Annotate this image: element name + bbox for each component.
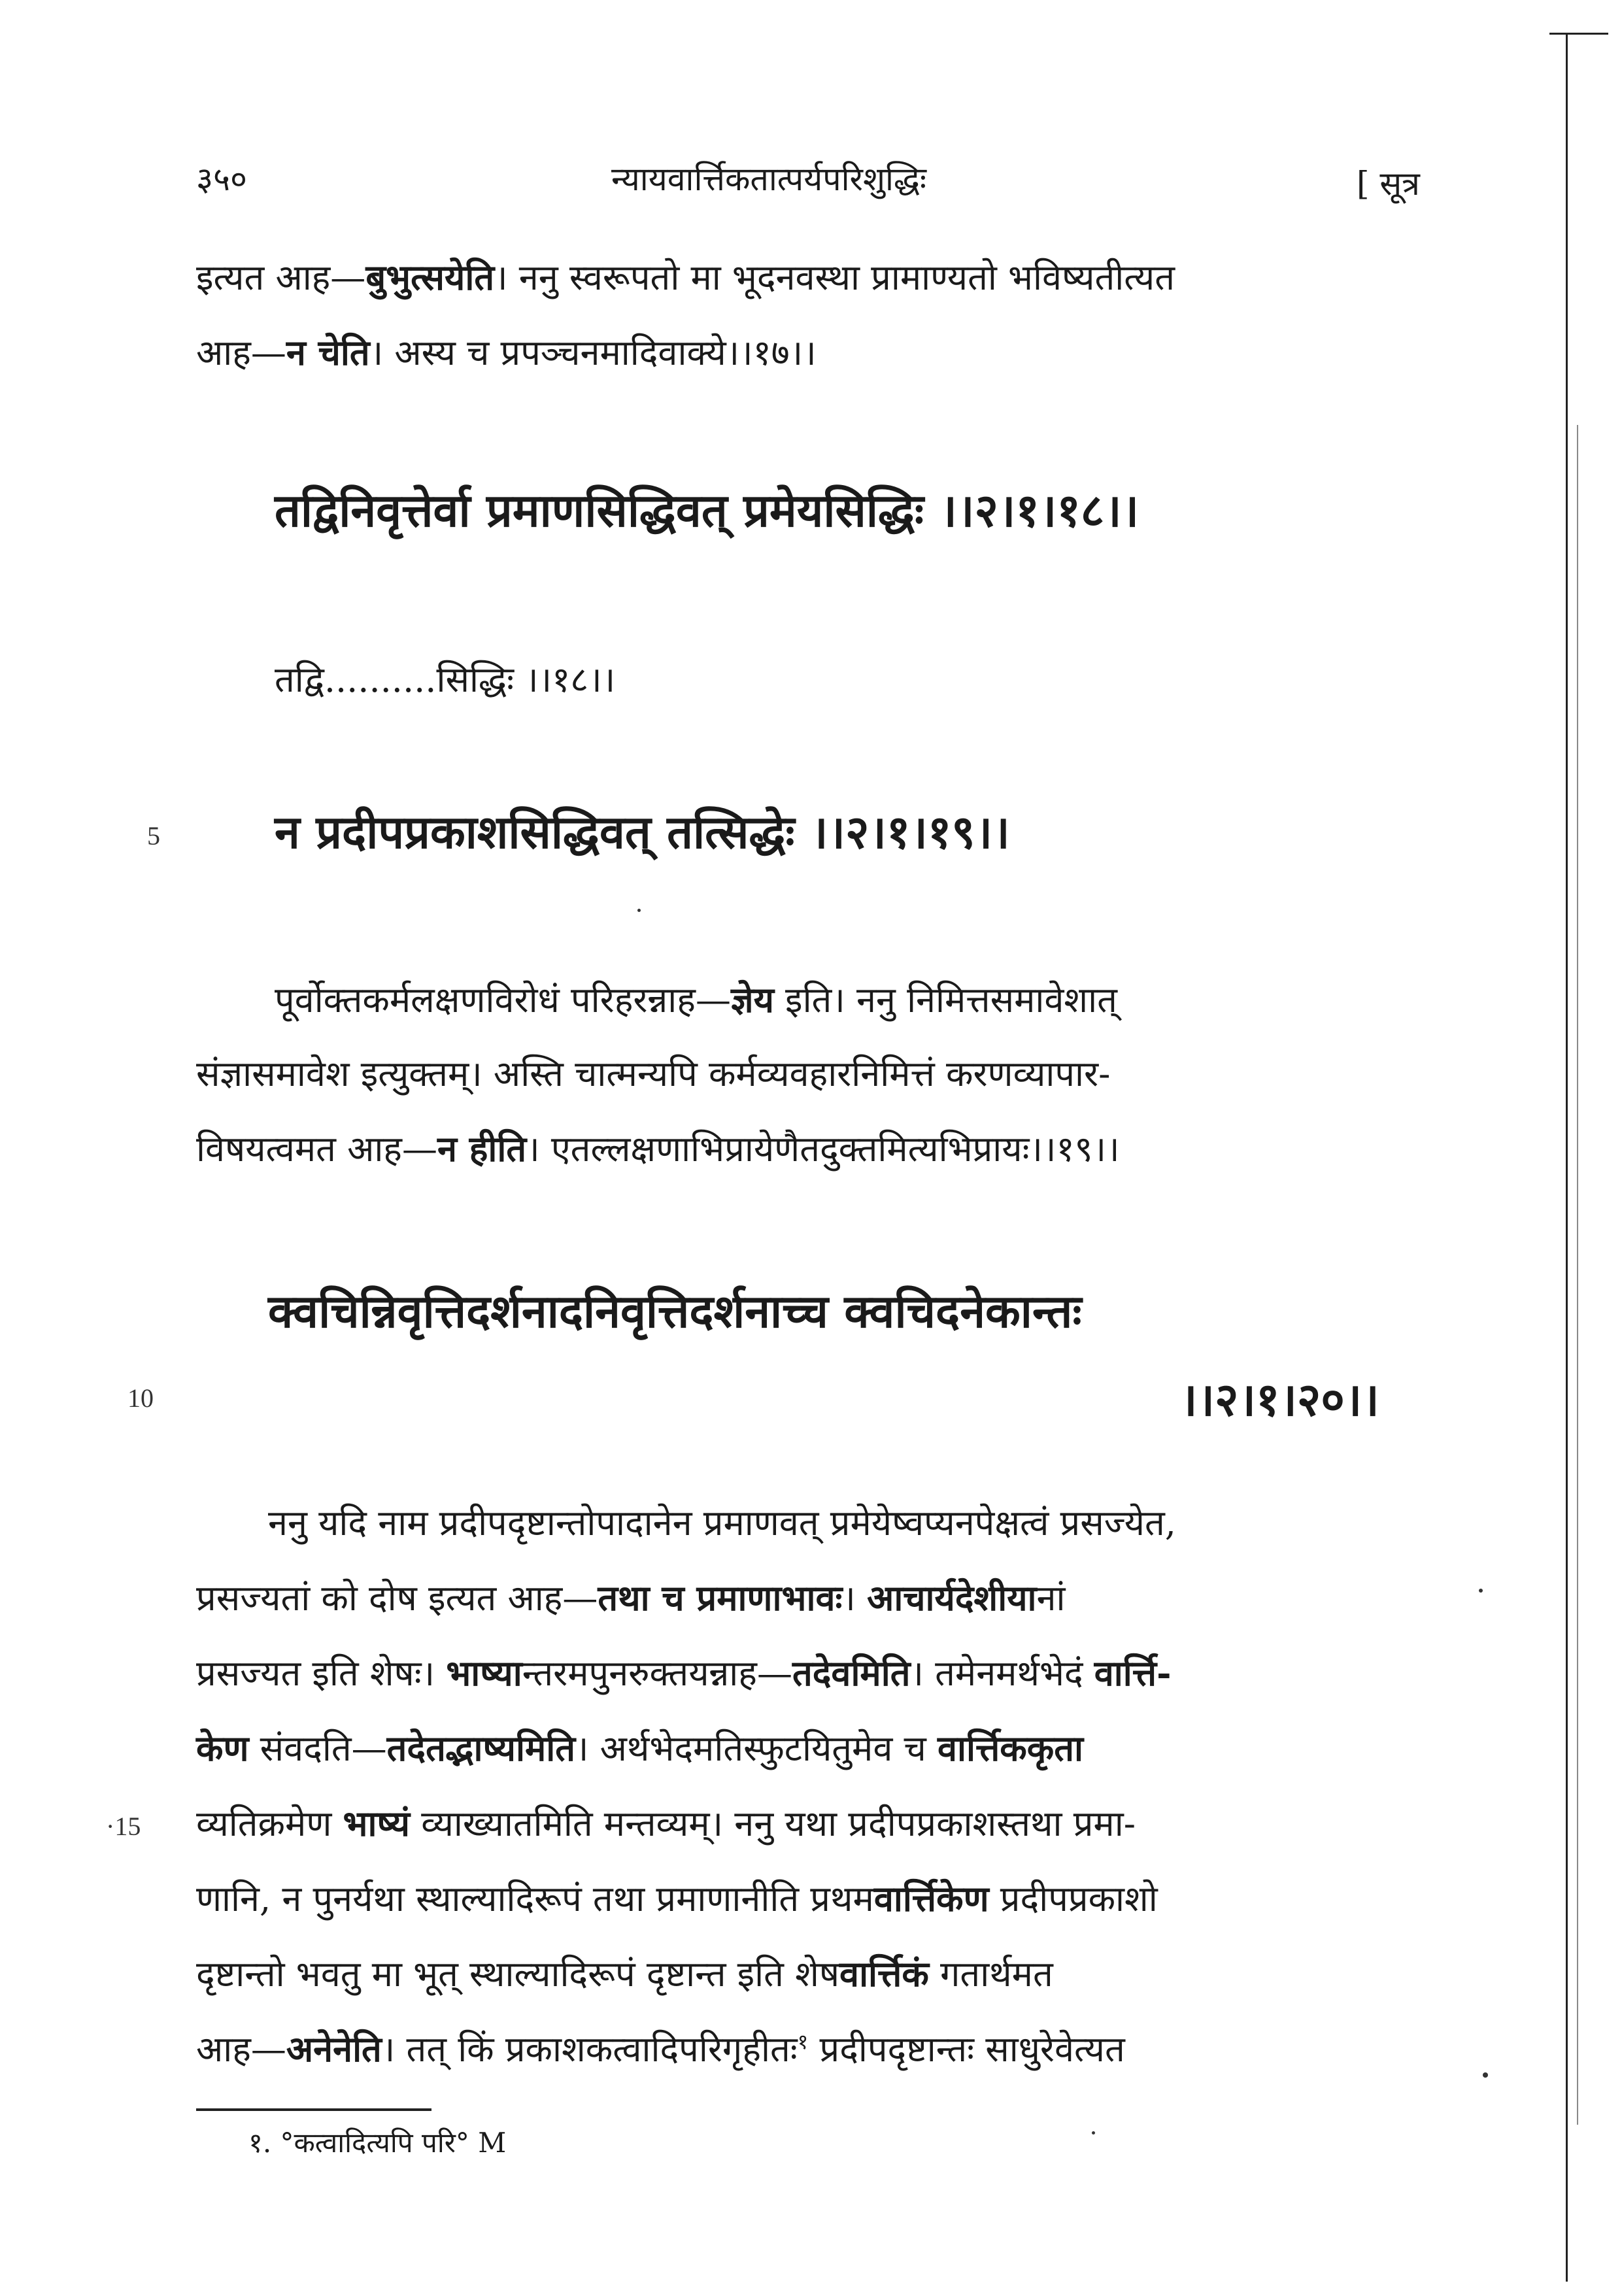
- scan-edge-mark: [1549, 33, 1608, 35]
- scan-speck: [1479, 1589, 1483, 1593]
- footnote: १. °कत्वादित्यपि परि° M: [248, 2127, 507, 2159]
- scan-speck: [1483, 2072, 1488, 2078]
- sutra-20-line2: ।।२।१।२०।।: [1180, 1372, 1379, 1427]
- sutra-19: न प्रदीपप्रकाशसिद्धिवत् तत्सिद्धेः ।।२।१।१९।।: [275, 805, 1010, 859]
- para1-line2: आह—न चेति। अस्य च प्रपञ्चनमादिवाक्ये।।१७।।: [196, 331, 817, 373]
- para20-line8: आह—अनेनेति। तत् किं प्रकाशकत्वादिपरिगृहीतः$^१$ प्रदीपदृष्टान्तः साधुरेवेत्यत: [196, 2028, 1125, 2070]
- para20-line5: व्यतिक्रमेण भाष्यं व्याख्यातमिति मन्तव्यम्। ननु यथा प्रदीपप्रकाशस्तथा प्रमा-: [196, 1802, 1136, 1844]
- sutra-20-line1: क्वचिन्निवृत्तिदर्शनादनिवृत्तिदर्शनाच्च क्वचिदनेकान्तः: [268, 1284, 1082, 1338]
- scan-speck: [1092, 2131, 1095, 2135]
- para19-line2: संज्ञासमावेश इत्युक्तम्। अस्ति चात्मन्यपि कर्मव्यवहारनिमित्तं करणव्यापार-: [196, 1053, 1111, 1094]
- scan-edge-line: [1566, 33, 1568, 2282]
- para1-line1: इत्यत आह—बुभुत्सयेति। ननु स्वरूपतो मा भूदनवस्था प्रामाण्यतो भविष्यतीत्यत: [196, 256, 1175, 298]
- line-number-15: ·15: [106, 1812, 141, 1841]
- para20-line1: ननु यदि नाम प्रदीपदृष्टान्तोपादानेन प्रमाणवत् प्रमेयेष्वप्यनपेक्षत्वं प्रसज्येत,: [268, 1502, 1176, 1544]
- running-title: न्यायवार्त्तिकतात्पर्यपरिशुद्धिः: [611, 160, 926, 198]
- footnote-rule: [196, 2108, 431, 2111]
- para20-line4: केण संवदति—तदेतद्भाष्यमिति। अर्थभेदमतिस्फुटयितुमेव च वार्त्तिककृता: [196, 1727, 1084, 1769]
- para20-line3: प्रसज्यत इति शेषः। भाष्यान्तरमपुनरुक्तयन्नाह—तदेवमिति। तमेनमर्थभेदं वार्त्ति-: [196, 1652, 1172, 1694]
- para20-line2: प्रसज्यतां को दोष इत्यत आह—तथा च प्रमाणाभावः। आचार्यदेशीयानां: [196, 1577, 1066, 1619]
- section-mark: [ सूत्र: [1357, 165, 1420, 203]
- sutra-18: तद्विनिवृत्तेर्वा प्रमाणसिद्धिवत् प्रमेयसिद्धिः ।।२।१।१८।।: [275, 483, 1140, 537]
- scan-speck: [637, 909, 641, 912]
- para20-line6: णानि, न पुनर्यथा स्थाल्यादिरूपं तथा प्रमाणानीति प्रथमवार्त्तिकेण प्रदीपप्रकाशो: [196, 1878, 1158, 1919]
- para20-line7: दृष्टान्तो भवतु मा भूत् स्थाल्यादिरूपं दृष्टान्त इति शेषवार्त्तिकं गतार्थमत: [196, 1953, 1053, 1995]
- page-number: ३५०: [196, 160, 247, 198]
- line-number-10: 10: [127, 1383, 154, 1413]
- para19-line1: पूर्वोक्तकर्मलक्षणविरोधं परिहरन्नाह—ज्ञेय इति। ननु निमित्तसमावेशात्: [275, 979, 1117, 1021]
- sutra-18-commentary: तद्वि..........सिद्धिः ।।१८।।: [275, 659, 616, 700]
- scan-edge-line-faint: [1577, 425, 1578, 2125]
- para19-line3: विषयत्वमत आह—न हीति। एतल्लक्षणाभिप्रायेणैतदुक्तमित्यभिप्रायः।।१९।।: [196, 1128, 1120, 1170]
- line-number-5: 5: [147, 821, 160, 851]
